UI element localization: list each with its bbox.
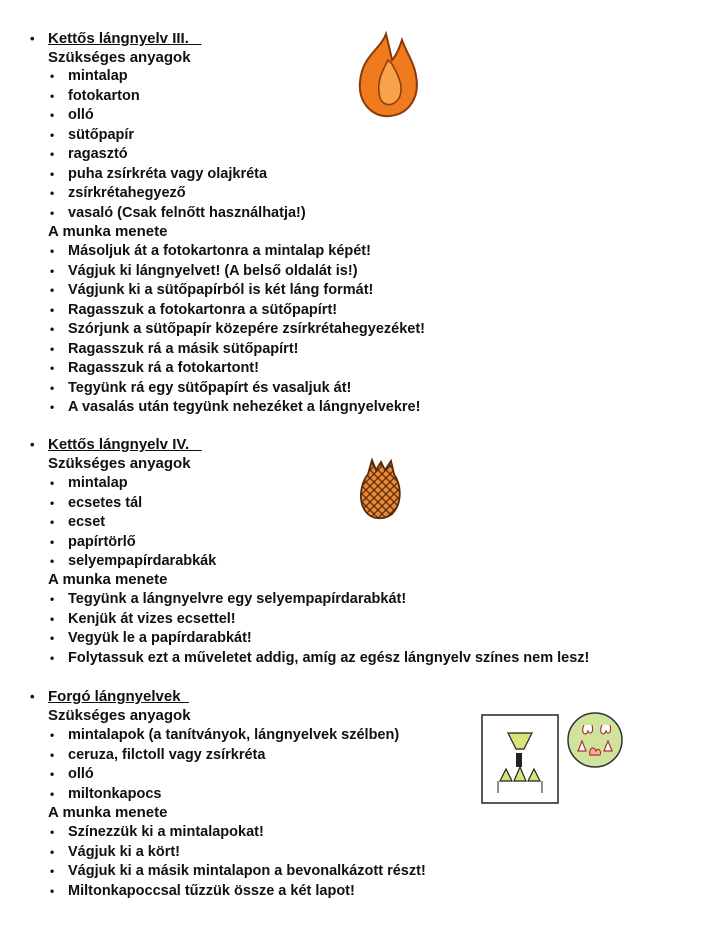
list-item: • Vágjunk ki a sütőpapírból is két láng formát!: [50, 282, 374, 298]
list-item: • Szórjunk a sütőpapír közepére zsírkrétahegyezéket!: [50, 321, 425, 337]
steps-list: [48, 590, 589, 668]
list-item: • olló: [50, 766, 94, 782]
list-item: • Ragasszuk rá a fotokartont!: [50, 360, 259, 376]
flame-illustration: [352, 30, 424, 122]
bullet: •: [30, 31, 35, 46]
template-sheet-illustration: [480, 713, 560, 805]
list-item: • Vegyük le a papírdarabkát!: [50, 630, 252, 646]
list-item: • Színezzük ki a mintalapokat!: [50, 824, 264, 840]
materials-heading: Szükséges anyagok: [48, 455, 191, 472]
materials-heading: Szükséges anyagok: [48, 49, 191, 66]
section-title-text: Forgó lángnyelvek: [48, 688, 181, 705]
materials-list: [48, 726, 399, 804]
list-item: • olló: [50, 107, 94, 123]
list-item: • ecsetes tál: [50, 494, 143, 511]
list-item: • miltonkapocs: [50, 785, 162, 802]
list-item: • Miltonkapoccsal tűzzük össze a két lapot!: [50, 882, 355, 899]
list-item: • vasaló (Csak felnőtt használhatja!): [50, 204, 306, 221]
list-item: • Vágjuk ki a másik mintalapon a bevonalkázott részt!: [50, 863, 426, 879]
list-item: • ceruza, filctoll vagy zsírkréta: [50, 746, 266, 763]
list-item: • A vasalás után tegyünk nehezéket a lángnyelvekre!: [50, 399, 421, 415]
list-item: • Vágjuk ki a kört!: [50, 843, 181, 860]
rotating-circle-illustration: [564, 711, 626, 769]
list-item: • mintalap: [50, 68, 128, 84]
list-item: • ecset: [50, 514, 106, 530]
list-item: • Vágjuk ki lángnyelvet! (A belső oldalát is!): [50, 262, 358, 279]
section-title: • Forgó lángnyelvek: [30, 688, 181, 705]
materials-heading: Szükséges anyagok: [48, 707, 191, 724]
section-title: • Kettős lángnyelv IV.: [30, 436, 190, 453]
list-item: • sütőpapír: [50, 126, 135, 143]
steps-heading: A munka menete: [48, 571, 168, 588]
list-item: • Folytassuk ezt a műveletet addig, amíg az egész lángnyelv színes nem lesz!: [50, 649, 590, 666]
list-item: • papírtörlő: [50, 533, 136, 550]
section-title-text: Kettős lángnyelv III.: [48, 30, 189, 47]
mosaic-flame-illustration: [358, 458, 404, 520]
list-item: • Ragasszuk rá a másik sütőpapírt!: [50, 340, 299, 357]
materials-list: [48, 474, 216, 572]
list-item: • Tegyünk rá egy sütőpapírt és vasaljuk át!: [50, 379, 352, 396]
steps-heading: A munka menete: [48, 804, 168, 821]
list-item: • selyempapírdarabkák: [50, 553, 217, 569]
steps-heading: A munka menete: [48, 223, 168, 240]
list-item: • zsírkrétahegyező: [50, 185, 186, 201]
steps-list: [48, 242, 425, 418]
list-item: • Ragasszuk a fotokartonra a sütőpapírt!: [50, 301, 338, 318]
list-item: • mintalap: [50, 475, 128, 491]
list-item: • fotokarton: [50, 87, 140, 104]
list-item: • mintalapok (a tanítványok, lángnyelvek szélben): [50, 727, 400, 743]
materials-list: [48, 67, 306, 223]
list-item: • Tegyünk a lángnyelvre egy selyempapírdarabkát!: [50, 591, 407, 607]
section-title: [30, 30, 201, 47]
list-item: • ragasztó: [50, 146, 128, 162]
list-item: • Kenjük át vizes ecsettel!: [50, 610, 236, 627]
section-title-text: Kettős lángnyelv IV.: [48, 436, 190, 453]
list-item: • Másoljuk át a fotokartonra a mintalap képét!: [50, 243, 371, 259]
steps-list: [48, 823, 426, 901]
list-item: • puha zsírkréta vagy olajkréta: [50, 165, 268, 182]
